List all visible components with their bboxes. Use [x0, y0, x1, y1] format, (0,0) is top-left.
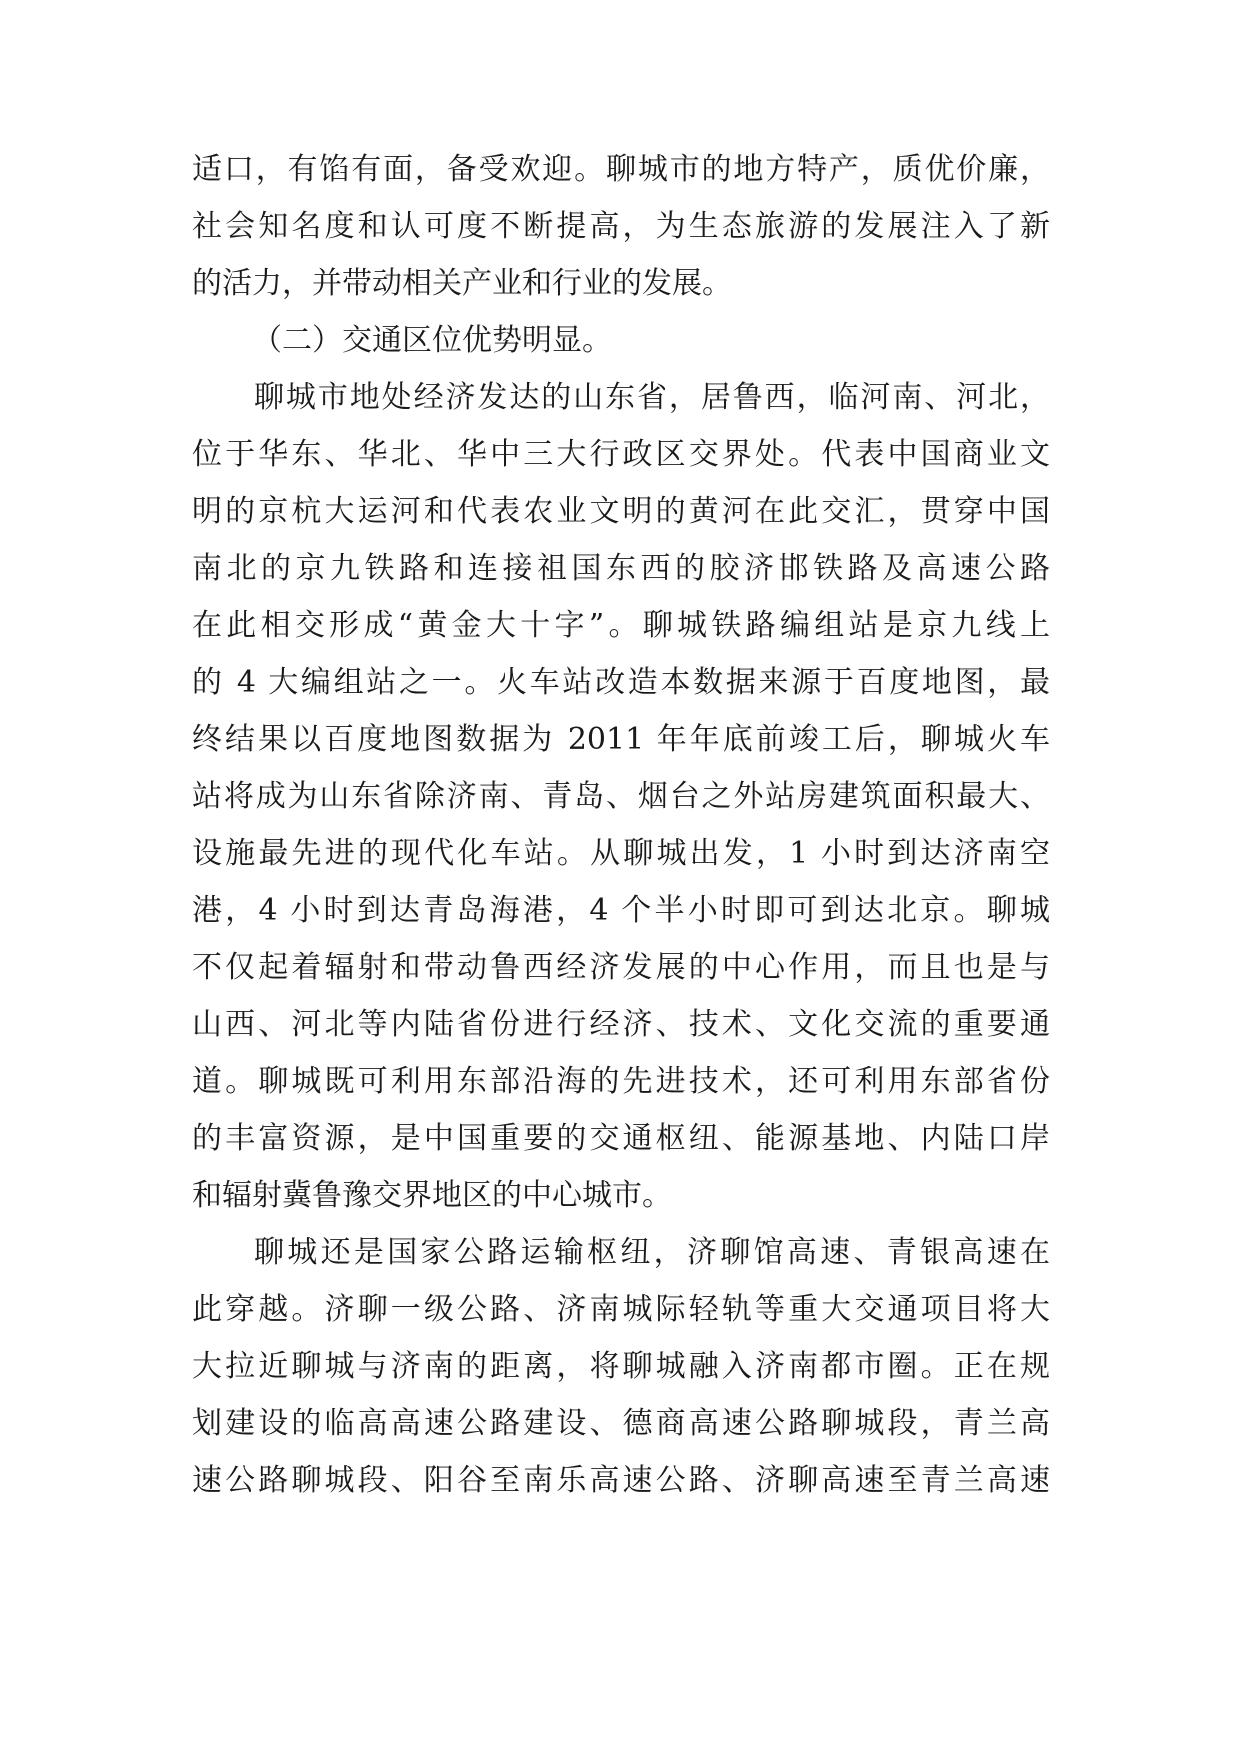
- paragraph-line: 设施最先进的现代化车站。从聊城出发，1 小时到达济南空: [192, 836, 1050, 871]
- paragraph-line: 适口，有馅有面，备受欢迎。聊城市的地方特产，质优价廉，: [192, 152, 1050, 187]
- paragraph-line: 在此相交形成“黄金大十字”。聊城铁路编组站是京九线上: [192, 608, 1050, 643]
- paragraph-line: 明的京杭大运河和代表农业文明的黄河在此交汇，贯穿中国: [192, 494, 1050, 529]
- paragraph-line: 的丰富资源，是中国重要的交通枢纽、能源基地、内陆口岸: [192, 1121, 1050, 1156]
- paragraph-line: 速公路聊城段、阳谷至南乐高速公路、济聊高速至青兰高速: [192, 1463, 1050, 1498]
- paragraph-line: 社会知名度和认可度不断提高，为生态旅游的发展注入了新: [192, 209, 1050, 244]
- paragraph-line: 的活力，并带动相关产业和行业的发展。: [192, 266, 732, 301]
- paragraph-line: 终结果以百度地图数据为 2011 年年底前竣工后，聊城火车: [192, 722, 1050, 757]
- paragraph-line: 聊城还是国家公路运输枢纽，济聊馆高速、青银高速在: [254, 1235, 1050, 1270]
- paragraph-line: 聊城市地处经济发达的山东省，居鲁西，临河南、河北，: [254, 380, 1050, 415]
- paragraph-line: 大拉近聊城与济南的距离，将聊城融入济南都市圈。正在规: [192, 1349, 1050, 1384]
- paragraph-line: 港，4 小时到达青岛海港，4 个半小时即可到达北京。聊城: [192, 893, 1050, 928]
- paragraph-line: 和辐射冀鲁豫交界地区的中心城市。: [192, 1178, 672, 1213]
- paragraph-line: 划建设的临高高速公路建设、德商高速公路聊城段，青兰高: [192, 1406, 1050, 1441]
- paragraph-line: 站将成为山东省除济南、青岛、烟台之外站房建筑面积最大、: [192, 779, 1050, 814]
- paragraph-line: 道。聊城既可利用东部沿海的先进技术，还可利用东部省份: [192, 1064, 1050, 1099]
- paragraph-line: 位于华东、华北、华中三大行政区交界处。代表中国商业文: [192, 437, 1050, 472]
- paragraph-line: 山西、河北等内陆省份进行经济、技术、文化交流的重要通: [192, 1007, 1050, 1042]
- paragraph-line: 的 4 大编组站之一。火车站改造本数据来源于百度地图，最: [192, 665, 1050, 700]
- section-heading: （二）交通区位优势明显。: [252, 323, 612, 358]
- paragraph-line: 不仅起着辐射和带动鲁西经济发展的中心作用，而且也是与: [192, 950, 1050, 985]
- paragraph-line: 南北的京九铁路和连接祖国东西的胶济邯铁路及高速公路: [192, 551, 1050, 586]
- paragraph-line: 此穿越。济聊一级公路、济南城际轻轨等重大交通项目将大: [192, 1292, 1050, 1327]
